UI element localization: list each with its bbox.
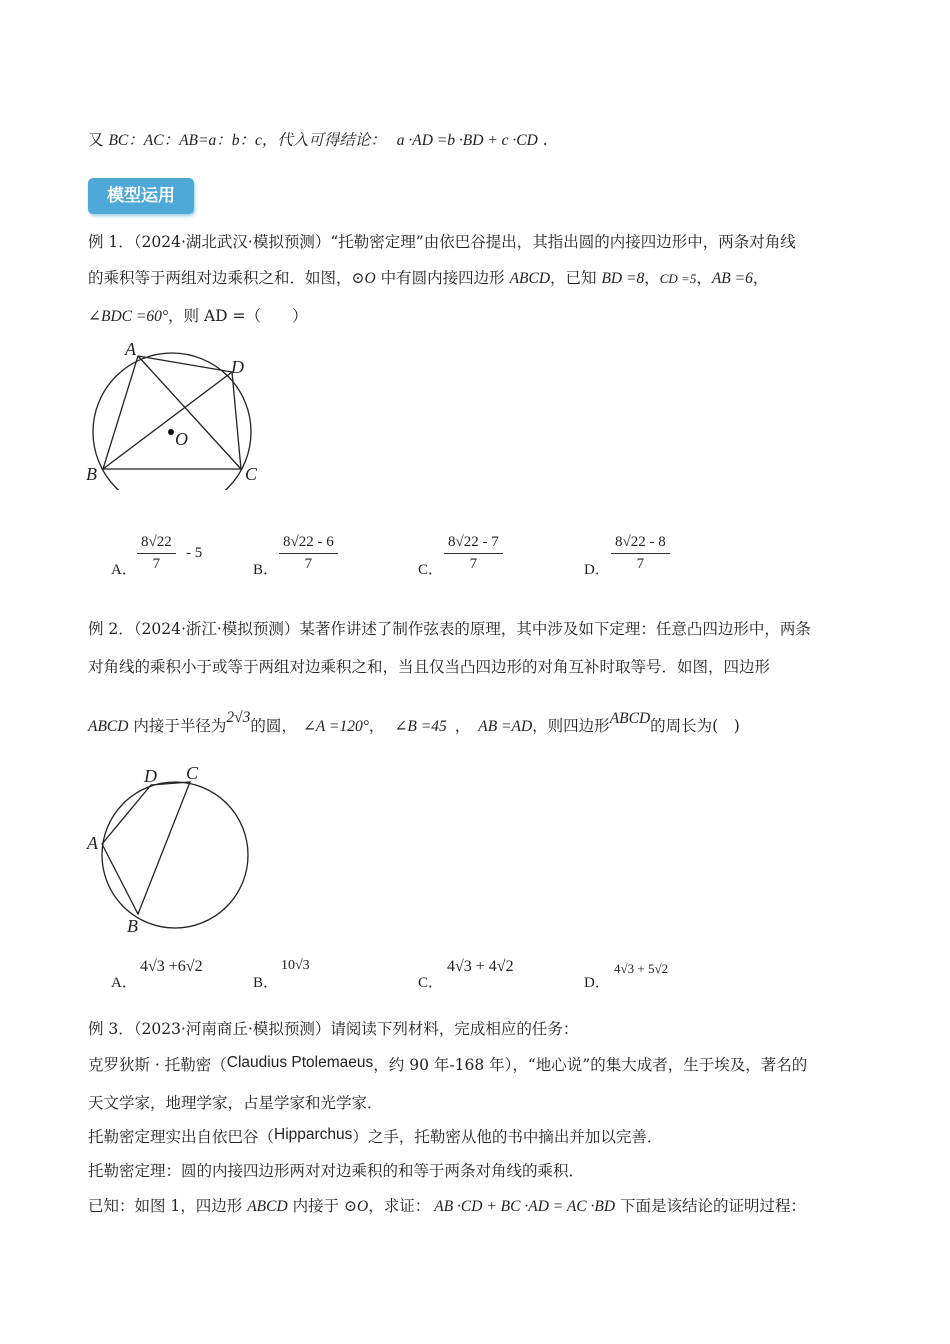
ex1-cd: CD =5 <box>659 271 697 286</box>
ex1-line3-rest: ，则 AD =（ ） <box>168 307 308 325</box>
ex3-line3: 天文学家，地理学家，占星学家和光学家． <box>88 1094 383 1112</box>
ex2-radius: 2√3 <box>226 709 251 726</box>
ex2-label-a: A <box>87 833 98 853</box>
ex3-line6-text-b: 内接于 <box>287 1197 345 1215</box>
ex2-line3-text-a: 内接于半径为 <box>128 717 227 735</box>
ex1-option-d-num: 8√22 - 8 <box>611 534 670 554</box>
ex1-sep1: ， <box>644 269 660 287</box>
ex2-line3 <box>88 709 740 737</box>
ex2-angle-a: ∠A =120° <box>302 718 369 735</box>
ex3-line6-text-a: 已知：如图 1，四边形 <box>88 1197 248 1215</box>
ex2-angle-b: ∠B =45 <box>394 718 447 735</box>
ex1-quadrilateral <box>103 356 241 469</box>
ex2-option-c-value[interactable]: 4√3 + 4√2 <box>447 958 514 975</box>
ex2-circle <box>102 782 248 928</box>
top-ratio: BC：AC：AB=a：b：c，代入可得结论： <box>108 132 386 149</box>
top-line <box>88 130 548 151</box>
ex2-ab-eq-ad: AB =AD <box>478 718 533 735</box>
ex1-option-d-letter[interactable]: D． <box>584 562 610 578</box>
ex3-hipparchus-name: Hipparchus <box>274 1126 353 1143</box>
ex2-option-a-value[interactable]: 4√3 +6√2 <box>140 958 203 975</box>
ex3-line5: 托勒密定理：圆的内接四边形两对对边乘积的和等于两条对角线的乘积． <box>88 1162 585 1180</box>
ex1-line2 <box>88 268 768 289</box>
ex1-option-a-frac[interactable] <box>137 534 176 573</box>
ex1-abcd: ABCD <box>509 270 551 287</box>
ex2-sep1: ， <box>368 717 385 735</box>
ex3-line4-text-a: 托勒密定理实出自依巴谷（ <box>88 1128 275 1146</box>
ex1-option-b-num: 8√22 - 6 <box>279 534 338 554</box>
ex1-bd: BD =8 <box>601 270 645 287</box>
ex1-center-dot <box>168 429 174 435</box>
ex1-option-b-letter[interactable]: B． <box>253 562 279 578</box>
ex2-label-c: C <box>186 763 199 783</box>
ex1-option-d-den: 7 <box>636 556 645 572</box>
ex3-line1: 例 3．（2023·河南商丘·模拟预测）请阅读下列材料，完成相应的任务： <box>88 1020 579 1038</box>
ex3-line2 <box>88 1055 807 1076</box>
ex1-option-a-den: 7 <box>152 556 161 572</box>
ex2-figure <box>82 760 257 940</box>
ex3-line2-text-a: 克罗狄斯 · 托勒密（ <box>88 1056 227 1074</box>
section-badge: 模型运用 <box>88 178 194 214</box>
ex1-circle-o: ⊙O <box>351 270 376 287</box>
ex2-line3-text-b: 的圆， <box>250 717 297 735</box>
ex2-option-b-letter[interactable]: B． <box>253 975 279 991</box>
ex2-abcd: ABCD <box>88 718 129 735</box>
ex1-line2-end: ， <box>752 269 769 287</box>
top-period: . <box>542 131 548 149</box>
ex3-line4 <box>88 1127 662 1148</box>
ex2-line3-text-d: 的周长为( ) <box>650 717 740 735</box>
ex3-ptolemy-name: Claudius Ptolemaeus <box>226 1054 374 1071</box>
ex1-line3 <box>88 306 308 327</box>
ex3-line2-text-b: ，约 90 年-168 年），“地心说”的集大成者，生于埃及，著名的 <box>373 1056 808 1074</box>
ex2-quadrilateral <box>102 782 190 914</box>
ex1-line2-text-a: 的乘积等于两组对边乘积之和．如图， <box>88 269 352 287</box>
ex1-line1: 例 1．（2024·湖北武汉·模拟预测）“托勒密定理”由依巴谷提出，其指出圆的内接四边形中，两条对角线 <box>88 233 796 251</box>
ex2-option-b-value[interactable]: 10√3 <box>281 958 310 973</box>
ex1-option-b-frac[interactable] <box>279 534 338 573</box>
ex2-option-a-letter[interactable]: A． <box>111 975 137 991</box>
ex1-option-c-num: 8√22 - 7 <box>444 534 503 554</box>
ex1-line2-text-c: ，已知 <box>550 269 602 287</box>
ex1-label-c: C <box>245 464 258 484</box>
ex1-option-c-letter[interactable]: C． <box>418 562 444 578</box>
top-formula: a ·AD =b ·BD + c ·CD <box>396 132 538 149</box>
ex1-diagonal-ac <box>138 356 241 469</box>
ex1-option-a-tail: - 5 <box>186 545 203 561</box>
ex2-abcd-2: ABCD <box>609 710 651 727</box>
ex3-circle-o: ⊙O <box>344 1198 369 1215</box>
ex1-option-a-letter[interactable]: A． <box>111 562 137 578</box>
ex3-abcd: ABCD <box>247 1198 288 1215</box>
ex3-line6-text-c: ，求证： <box>368 1197 431 1215</box>
ex1-option-a-num: 8√22 <box>137 534 176 554</box>
ex1-ab: AB =6 <box>711 270 753 287</box>
ex2-sep2: ， <box>454 717 471 735</box>
ex1-line2-text-b: 中有圆内接四边形 <box>375 269 510 287</box>
ex1-diagonal-bd <box>103 372 232 469</box>
ex1-label-o: O <box>175 429 188 449</box>
ex2-line1: 例 2．（2024·浙江·模拟预测）某著作讲述了制作弦表的原理，其中涉及如下定理：任意凸四边形中，两条 <box>88 620 811 638</box>
ex2-label-d: D <box>144 766 157 786</box>
ex2-option-c-letter[interactable]: C． <box>418 975 444 991</box>
top-prefix: 又 <box>88 131 104 149</box>
ex3-ptolemy-equation: AB ·CD + BC ·AD = AC ·BD <box>434 1198 616 1215</box>
ex2-label-b: B <box>127 916 138 936</box>
ex1-option-c-den: 7 <box>469 556 478 572</box>
ex1-figure <box>82 338 272 490</box>
ex1-sep2: ， <box>696 269 712 287</box>
ex3-line4-text-b: ）之手，托勒密从他的书中摘出并加以完善． <box>352 1128 663 1146</box>
ex3-line6 <box>88 1196 806 1217</box>
ex1-angle-bdc: ∠BDC =60° <box>88 308 169 325</box>
ex2-option-d-letter[interactable]: D． <box>584 975 610 991</box>
ex1-option-d-frac[interactable] <box>611 534 670 573</box>
ex2-option-d-value[interactable]: 4√3 + 5√2 <box>614 961 669 976</box>
ex1-option-b-den: 7 <box>304 556 313 572</box>
ex3-line6-text-d: 下面是该结论的证明过程： <box>615 1197 806 1215</box>
ex2-line2: 对角线的乘积小于或等于两组对边乘积之和，当且仅当凸四边形的对角互补时取等号．如图，四边形 <box>88 658 771 676</box>
ex1-label-b: B <box>86 464 97 484</box>
ex2-line3-text-c: ，则四边形 <box>532 717 610 735</box>
ex1-option-c-frac[interactable] <box>444 534 503 573</box>
ex1-label-d: D <box>231 357 244 377</box>
ex1-label-a: A <box>125 339 136 359</box>
